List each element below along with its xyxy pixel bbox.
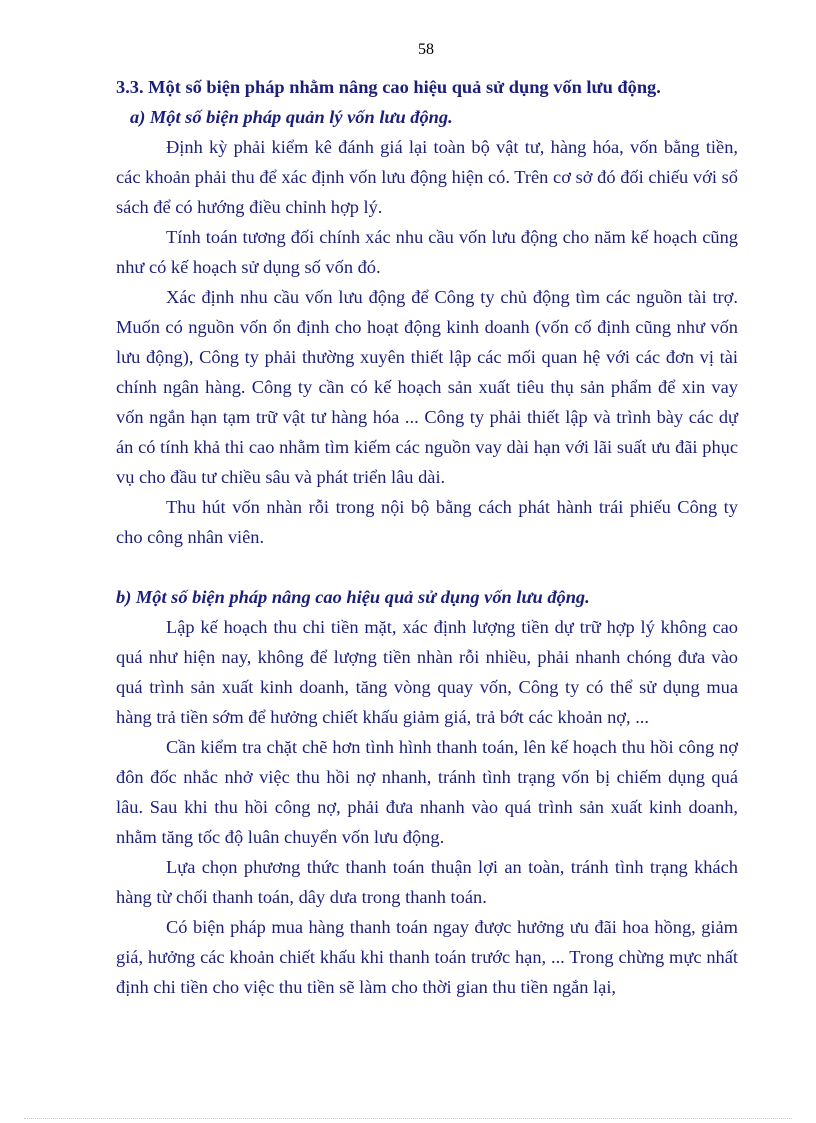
subsection-a-title: a) Một số biện pháp quản lý vốn lưu động.: [130, 107, 453, 127]
document-body: [116, 72, 738, 1002]
paragraph: Có biện pháp mua hàng thanh toán ngay được hưởng ưu đãi hoa hồng, giảm giá, hưởng các khoản chiết khấu khi thanh toán trước hạn, ... Trong chừng mực nhất định chi tiền cho việc thu tiền sẽ làm cho thời gian thu tiền ngắn lại,: [116, 917, 738, 997]
section-title: 3.3. Một số biện pháp nhằm nâng cao hiệu quả sử dụng vốn lưu động.: [116, 77, 661, 97]
paragraph: Thu hút vốn nhàn rỗi trong nội bộ bằng cách phát hành trái phiếu Công ty cho công nhân viên.: [116, 497, 738, 547]
paragraph: Định kỳ phải kiểm kê đánh giá lại toàn bộ vật tư, hàng hóa, vốn bằng tiền, các khoản phải thu để xác định vốn lưu động hiện có. Trên cơ sở đó đối chiếu với sổ sách để có hướng điều chỉnh hợp lý.: [116, 137, 738, 217]
paragraph: Cần kiểm tra chặt chẽ hơn tình hình thanh toán, lên kế hoạch thu hồi công nợ đôn đốc nhắc nhở việc thu hồi nợ nhanh, tránh tình trạng vốn bị chiếm dụng quá lâu. Sau khi thu hồi công nợ, phải đưa nhanh vào quá trình sản xuất kinh doanh, nhằm tăng tốc độ luân chuyển vốn lưu động.: [116, 737, 738, 847]
paragraph: Tính toán tương đối chính xác nhu cầu vốn lưu động cho năm kế hoạch cũng như có kế hoạch sử dụng số vốn đó.: [116, 227, 738, 277]
paragraph: Xác định nhu cầu vốn lưu động để Công ty chủ động tìm các nguồn tài trợ. Muốn có nguồn vốn ổn định cho hoạt động kinh doanh (vốn cố định cũng như vốn lưu động), Công ty phải thường xuyên thiết lập các mối quan hệ với các đơn vị tài chính ngân hàng. Công ty cần có kế hoạch sản xuất tiêu thụ sản phẩm để xin vay vốn ngắn hạn tạm trữ vật tư hàng hóa ... Công ty phải thiết lập và trình bày các dự án có tính khả thi cao nhằm tìm kiếm các nguồn vay dài hạn với lãi suất ưu đãi phục vụ cho đầu tư chiều sâu và phát triển lâu dài.: [116, 287, 738, 487]
section-spacer: [116, 552, 738, 582]
paragraph: Lập kế hoạch thu chi tiền mặt, xác định lượng tiền dự trữ hợp lý không cao quá như hiện nay, không để lượng tiền nhàn rỗi nhiều, phải nhanh chóng đưa vào quá trình sản xuất kinh doanh, tăng vòng quay vốn, Công ty có thể sử dụng mua hàng trả tiền sớm để hưởng chiết khấu giảm giá, trả bớt các khoản nợ, ...: [116, 617, 738, 727]
page-number: 58: [418, 41, 434, 58]
subsection-b-title: b) Một số biện pháp nâng cao hiệu quả sử dụng vốn lưu động.: [116, 587, 590, 607]
footer-divider: [24, 1118, 792, 1119]
paragraph: Lựa chọn phương thức thanh toán thuận lợi an toàn, tránh tình trạng khách hàng từ chối thanh toán, dây dưa trong thanh toán.: [116, 857, 738, 907]
